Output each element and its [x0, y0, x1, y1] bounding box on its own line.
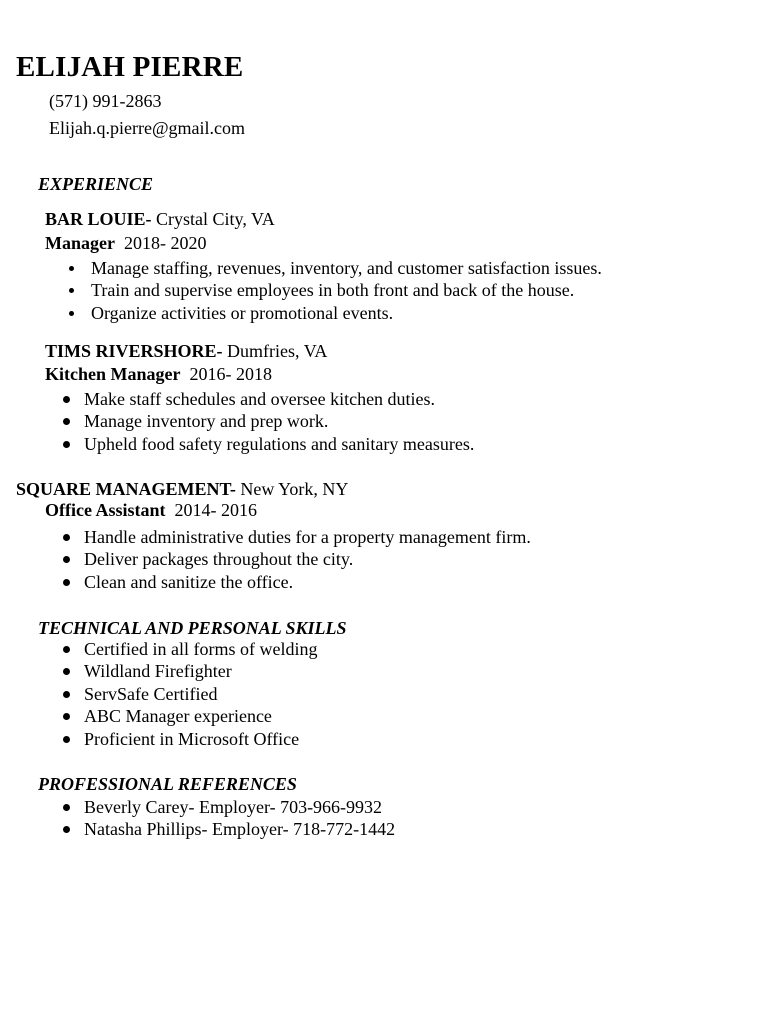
- job-dates: 2016- 2018: [180, 364, 272, 384]
- references-heading: PROFESSIONAL REFERENCES: [38, 774, 297, 794]
- list-item-text: Organize activities or promotional events.: [91, 302, 394, 323]
- skills-heading: TECHNICAL AND PERSONAL SKILLS: [38, 618, 347, 638]
- job-title: Office Assistant: [45, 500, 166, 520]
- bullet-icon: [63, 691, 70, 698]
- list-item: [84, 705, 317, 727]
- bullet-icon: [63, 556, 70, 563]
- list-item: [84, 388, 474, 410]
- list-item-text: Manage staffing, revenues, inventory, and customer satisfaction issues.: [91, 258, 602, 278]
- bullet-icon: [63, 646, 70, 653]
- job-location: Crystal City, VA: [151, 209, 275, 229]
- bullet-icon: [63, 668, 70, 675]
- bullet-icon: [63, 534, 70, 541]
- bullet-icon: [69, 288, 74, 293]
- job-location: New York, NY: [235, 479, 349, 499]
- list-item-text: Wildland Firefighter: [84, 661, 232, 682]
- list-item-text: ServSafe Certified: [84, 683, 218, 704]
- job-employer-line: [45, 208, 275, 230]
- job-bullet-list: [84, 388, 474, 455]
- job-bullet-list: [91, 257, 602, 324]
- bullet-icon: [69, 266, 74, 271]
- list-item: [84, 548, 531, 570]
- job-role-line: [45, 499, 257, 521]
- list-item-text: Handle administrative duties for a property management firm.: [84, 527, 531, 547]
- job-dates: 2014- 2016: [165, 500, 257, 520]
- job-title: Manager: [45, 233, 115, 253]
- bullet-icon: [63, 396, 70, 403]
- job-employer-line: [16, 478, 348, 500]
- list-item-text: Natasha Phillips- Employer- 718-772-1442: [84, 819, 396, 840]
- job-employer: SQUARE MANAGEMENT-: [16, 479, 236, 499]
- list-item: [84, 683, 317, 705]
- list-item-text: Deliver packages throughout the city.: [84, 549, 354, 570]
- list-item: [84, 818, 395, 840]
- references-list: [84, 796, 395, 841]
- list-item-text: Certified in all forms of welding: [84, 639, 318, 659]
- list-item-text: Clean and sanitize the office.: [84, 571, 294, 592]
- list-item: [84, 571, 531, 593]
- list-item: [91, 257, 602, 279]
- list-item: [91, 302, 602, 324]
- list-item-text: Beverly Carey- Employer- 703-966-9932: [84, 797, 383, 817]
- list-item: [84, 638, 317, 660]
- job-bullet-list: [84, 526, 531, 593]
- resume-name: ELIJAH PIERRE: [16, 51, 244, 83]
- bullet-icon: [63, 418, 70, 425]
- job-title: Kitchen Manager: [45, 364, 181, 384]
- list-item-text: Manage inventory and prep work.: [84, 411, 329, 432]
- bullet-icon: [63, 713, 70, 720]
- list-item: [84, 526, 531, 548]
- job-role-line: [45, 232, 206, 254]
- bullet-icon: [63, 826, 70, 833]
- bullet-icon: [63, 441, 70, 448]
- job-employer-line: [45, 340, 327, 362]
- list-item-text: Upheld food safety regulations and sanitary measures.: [84, 433, 475, 454]
- experience-heading: EXPERIENCE: [38, 174, 154, 194]
- list-item: [84, 433, 474, 455]
- list-item: [84, 660, 317, 682]
- list-item-text: Train and supervise employees in both front and back of the house.: [91, 280, 575, 301]
- bullet-icon: [69, 311, 74, 316]
- list-item: [91, 279, 602, 301]
- bullet-icon: [63, 804, 70, 811]
- email-address: Elijah.q.pierre@gmail.com: [49, 118, 246, 138]
- bullet-icon: [63, 579, 70, 586]
- list-item: [84, 410, 474, 432]
- job-role-line: [45, 363, 272, 385]
- list-item-text: Make staff schedules and oversee kitchen duties.: [84, 389, 436, 409]
- bullet-icon: [63, 736, 70, 743]
- list-item: [84, 796, 395, 818]
- list-item: [84, 728, 317, 750]
- job-dates: 2018- 2020: [114, 233, 207, 253]
- job-employer: TIMS RIVERSHORE-: [45, 341, 223, 361]
- skills-list: [84, 638, 317, 750]
- phone-number: (571) 991-2863: [49, 91, 162, 111]
- list-item-text: ABC Manager experience: [84, 706, 272, 727]
- job-location: Dumfries, VA: [222, 341, 328, 361]
- job-employer: BAR LOUIE-: [45, 209, 152, 229]
- list-item-text: Proficient in Microsoft Office: [84, 728, 300, 749]
